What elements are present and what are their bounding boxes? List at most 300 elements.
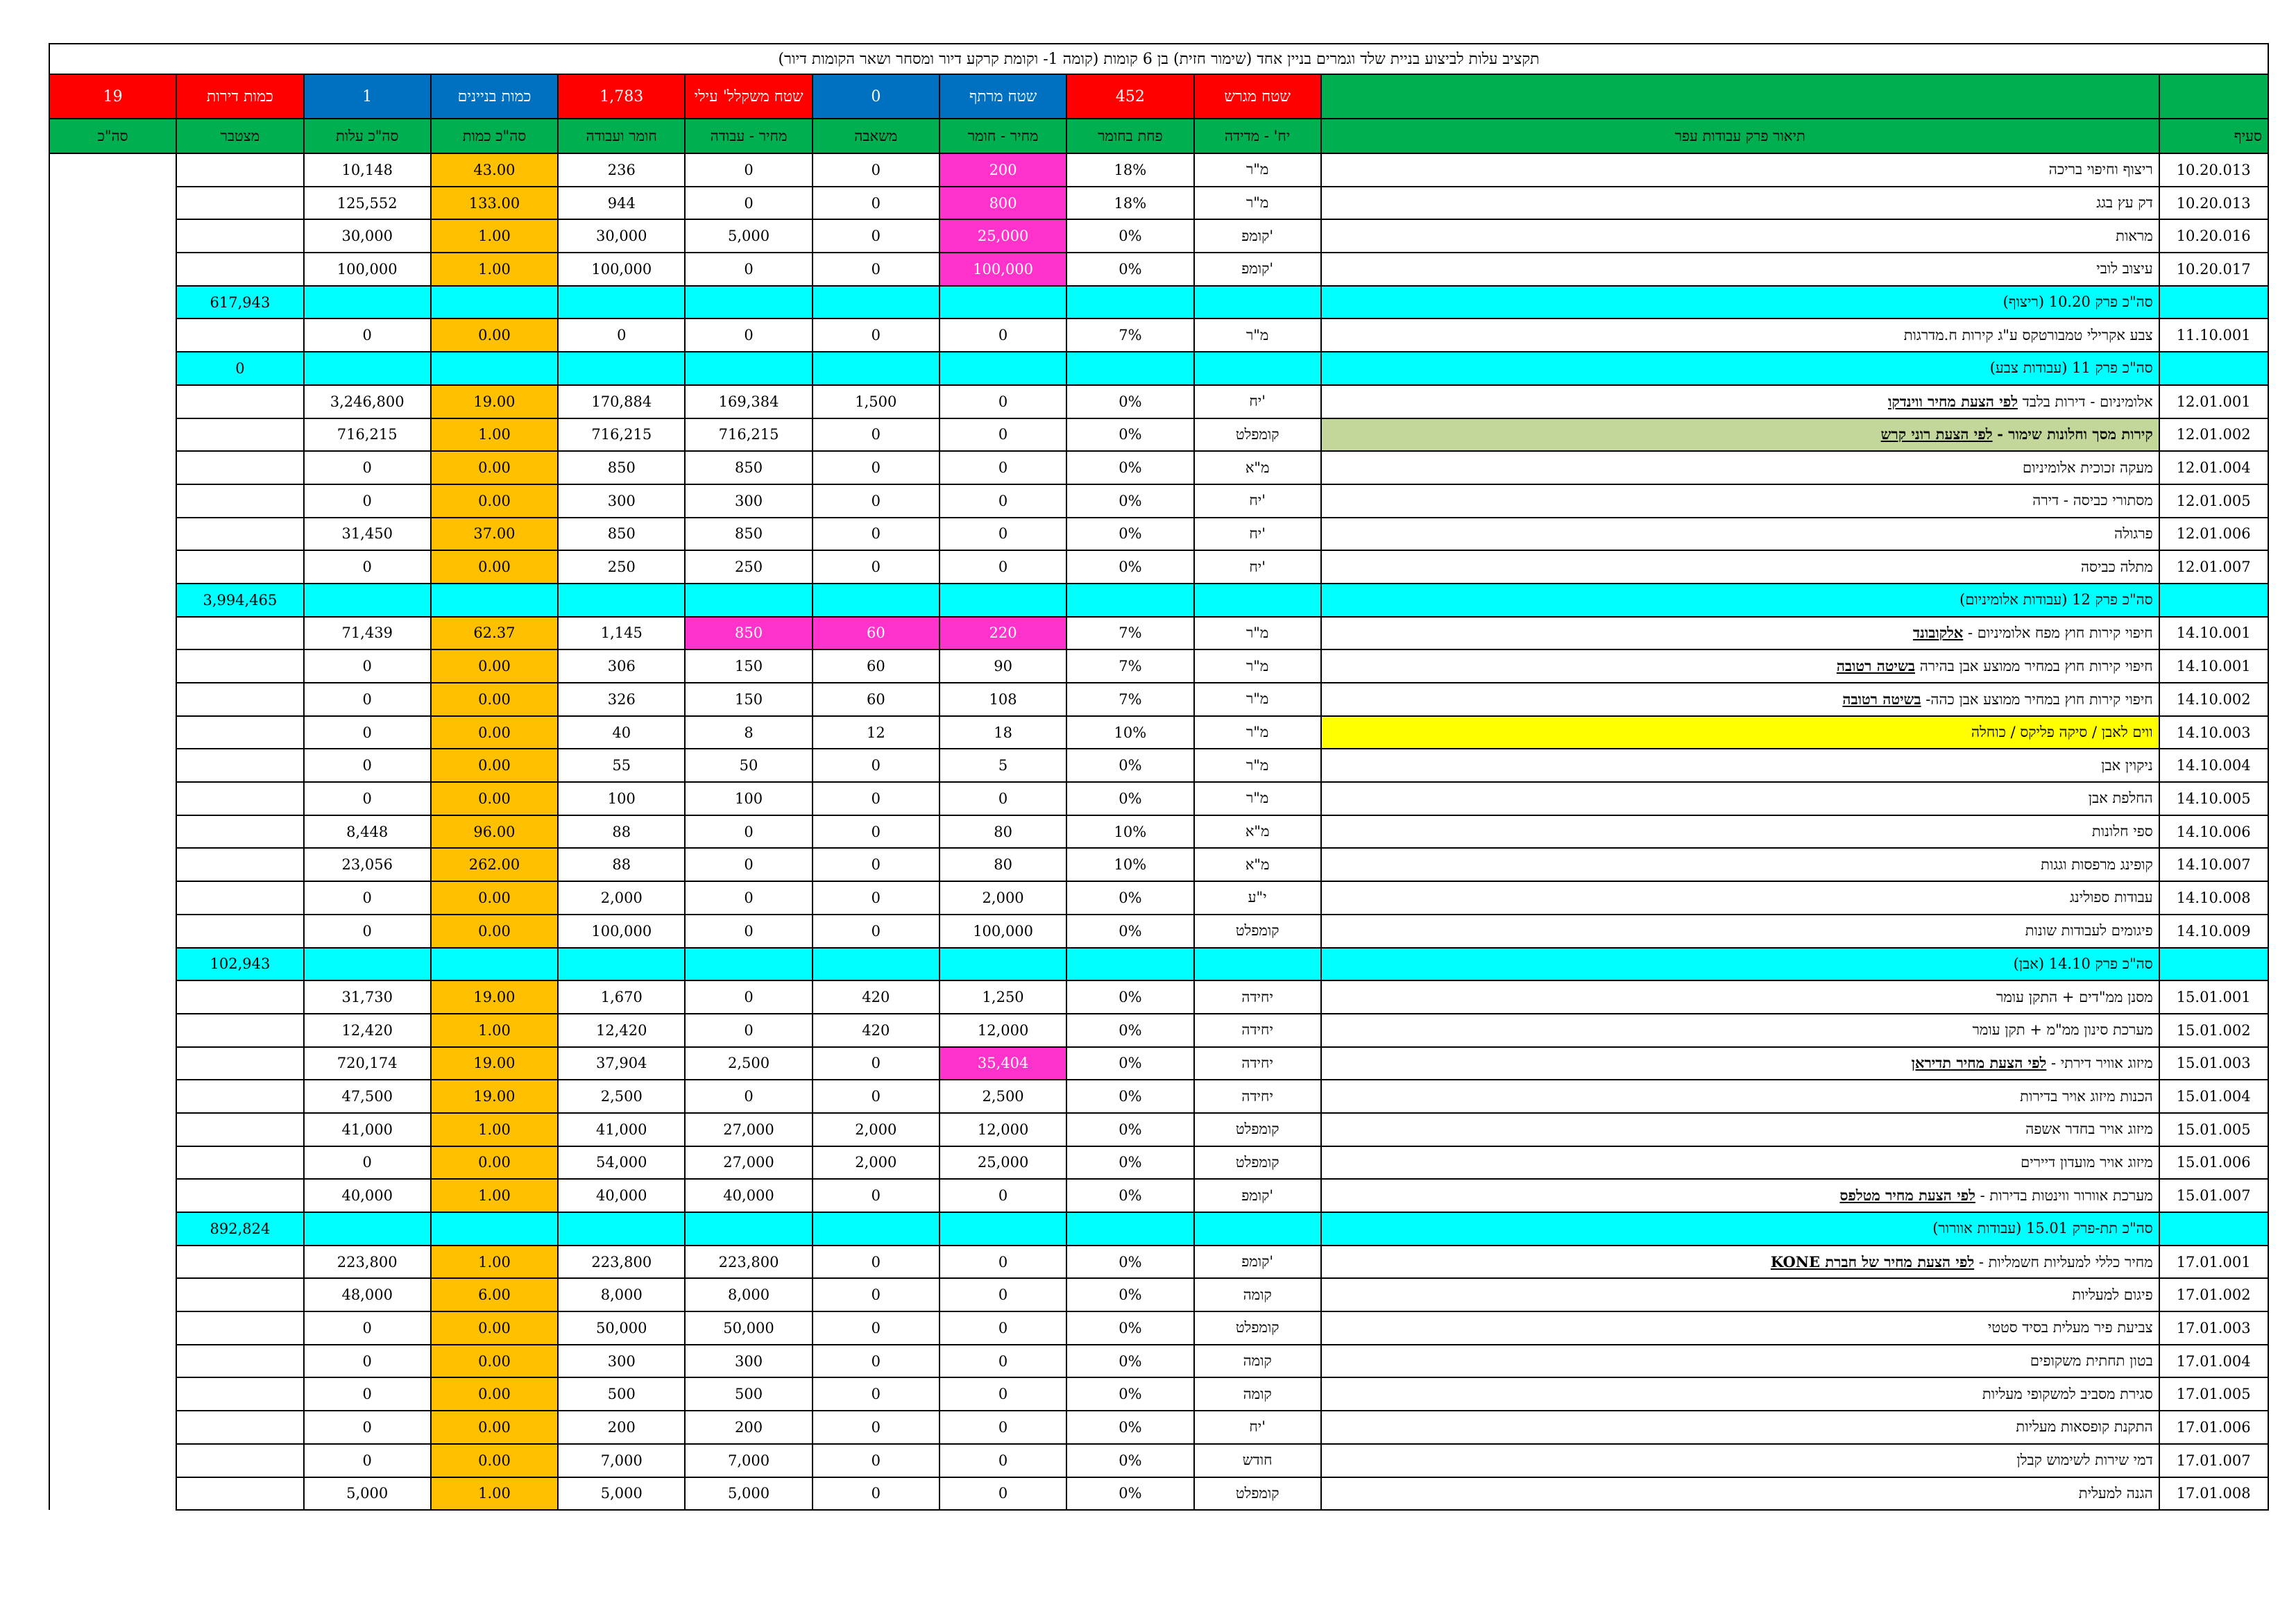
material-labor-cell: 100,000 [558, 915, 685, 948]
total-empty-cell [431, 948, 558, 981]
total-qty-cell: 19.00 [431, 1047, 558, 1080]
description-cell [1321, 915, 2159, 948]
unit-cell: קומפ' [1194, 1246, 1321, 1279]
material-labor-cell: 8,000 [558, 1278, 685, 1311]
cumulative-cell [176, 1113, 303, 1146]
price-labor-cell: 40,000 [685, 1179, 812, 1212]
waste-cell: 0% [1066, 418, 1193, 452]
material-labor-cell: 250 [558, 550, 685, 584]
total-spacer [49, 848, 176, 881]
material-labor-cell: 716,215 [558, 418, 685, 452]
total-empty-cell [558, 584, 685, 617]
total-spacer [49, 385, 176, 418]
section-total-code [2159, 584, 2268, 617]
cumulative-cell [176, 881, 303, 915]
price-material-cell: 0 [939, 518, 1066, 551]
description-cell [1321, 617, 2159, 650]
col-description: תיאור פרק עבודות עפר [1321, 119, 2159, 153]
price-material-cell: 2,000 [939, 881, 1066, 915]
col-section: סעיף [2159, 119, 2268, 153]
section-code-cell: 17.01.007 [2159, 1444, 2268, 1477]
unit-cell: מ"ר [1194, 153, 1321, 187]
description-cell [1321, 1278, 2159, 1311]
unit-cell: מ"ר [1194, 318, 1321, 352]
total-spacer [49, 749, 176, 782]
total-spacer [49, 1146, 176, 1180]
section-total-row [49, 584, 2268, 617]
material-labor-cell: 88 [558, 848, 685, 881]
waste-cell: 0% [1066, 1246, 1193, 1279]
description-cell [1321, 649, 2159, 683]
total-empty-cell [1194, 948, 1321, 981]
total-spacer [49, 1411, 176, 1444]
budget-item-row [49, 518, 2268, 551]
section-code-cell: 11.10.001 [2159, 318, 2268, 352]
cumulative-cell [176, 1377, 303, 1411]
budget-item-row [49, 1278, 2268, 1311]
waste-cell: 10% [1066, 716, 1193, 749]
unit-cell: מ"ר [1194, 782, 1321, 815]
section-code-cell: 15.01.004 [2159, 1080, 2268, 1113]
total-empty-cell [939, 352, 1066, 385]
unit-cell: יח' [1194, 385, 1321, 418]
total-cost-cell: 31,730 [304, 980, 431, 1014]
total-empty-cell [685, 948, 812, 981]
budget-item-row [49, 1179, 2268, 1212]
price-material-cell: 200 [939, 153, 1066, 187]
total-spacer [49, 484, 176, 518]
material-labor-cell: 850 [558, 451, 685, 484]
unit-cell: יחידה [1194, 980, 1321, 1014]
title-row [49, 44, 2268, 74]
price-labor-cell: 0 [685, 980, 812, 1014]
price-labor-cell: 0 [685, 1080, 812, 1113]
total-empty-cell [431, 286, 558, 319]
unit-cell: יח' [1194, 1411, 1321, 1444]
description-note: לפי הצעת מחיר תדיראן [1911, 1054, 2047, 1072]
resource-cell: 0 [813, 418, 939, 452]
section-code-cell: 17.01.005 [2159, 1377, 2268, 1411]
description-cell [1321, 187, 2159, 220]
material-labor-cell: 88 [558, 815, 685, 849]
resource-cell: 420 [813, 980, 939, 1014]
resource-cell: 2,000 [813, 1146, 939, 1180]
waste-cell: 7% [1066, 649, 1193, 683]
cumulative-cell [176, 1311, 303, 1345]
section-code-cell: 14.10.007 [2159, 848, 2268, 881]
material-labor-cell: 40,000 [558, 1179, 685, 1212]
price-labor-cell: 500 [685, 1377, 812, 1411]
budget-item-row [49, 187, 2268, 220]
description-text: קירות מסך וחלונות שימור - [1997, 425, 2153, 443]
unit-cell: יח' [1194, 484, 1321, 518]
description-note: בשיטה רטובה [1842, 690, 1921, 708]
description-cell [1321, 550, 2159, 584]
apartments-label: כמות דירות [176, 74, 303, 119]
price-material-cell: 90 [939, 649, 1066, 683]
price-material-cell: 12,000 [939, 1113, 1066, 1146]
total-empty-cell [939, 584, 1066, 617]
page-title: תקציב עלות לביצוע בניית שלד וגמרים בניין אחד (שימור חזית) בן 6 קומות (קומה 1- וקומת קרקע דיור ומסחר ושאר הקומות דיור) [49, 44, 2268, 74]
price-material-cell: 0 [939, 1179, 1066, 1212]
description-text: מיזוג אויר מועדון דיירים [2021, 1153, 2153, 1171]
unit-cell: מ"ר [1194, 716, 1321, 749]
total-qty-cell: 1.00 [431, 1246, 558, 1279]
price-material-cell: 0 [939, 782, 1066, 815]
resource-cell: 0 [813, 219, 939, 253]
total-qty-cell: 6.00 [431, 1278, 558, 1311]
total-qty-cell: 0.00 [431, 683, 558, 716]
budget-item-row [49, 1345, 2268, 1378]
total-qty-cell: 0.00 [431, 1311, 558, 1345]
total-cost-cell: 48,000 [304, 1278, 431, 1311]
total-spacer [49, 451, 176, 484]
section-code-cell: 15.01.007 [2159, 1179, 2268, 1212]
waste-cell: 0% [1066, 1444, 1193, 1477]
waste-cell: 0% [1066, 1311, 1193, 1345]
budget-item-row [49, 683, 2268, 716]
price-labor-cell: 200 [685, 1411, 812, 1444]
cumulative-cell [176, 187, 303, 220]
description-text: עבודות ספולינג [2069, 889, 2153, 906]
description-text: ווים לאבן / סיקה פליקס / כוחלה [1971, 724, 2153, 741]
section-code-cell: 14.10.001 [2159, 617, 2268, 650]
price-material-cell: 0 [939, 1477, 1066, 1511]
total-cost-cell: 0 [304, 716, 431, 749]
total-qty-cell: 0.00 [431, 749, 558, 782]
section-code-cell: 12.01.004 [2159, 451, 2268, 484]
total-cost-cell: 47,500 [304, 1080, 431, 1113]
resource-cell: 60 [813, 617, 939, 650]
total-cost-cell: 0 [304, 484, 431, 518]
price-labor-cell: 169,384 [685, 385, 812, 418]
total-cost-cell: 0 [304, 1444, 431, 1477]
total-empty-cell [685, 286, 812, 319]
price-material-cell: 18 [939, 716, 1066, 749]
total-empty-cell [1194, 584, 1321, 617]
description-cell [1321, 1345, 2159, 1378]
price-material-cell: 0 [939, 484, 1066, 518]
price-labor-cell: 0 [685, 1014, 812, 1047]
price-material-cell: 220 [939, 617, 1066, 650]
total-empty-cell [558, 948, 685, 981]
section-total-row [49, 352, 2268, 385]
description-text: מערכת סינון ממ"מ + תקן עומר [1972, 1021, 2153, 1039]
resource-cell: 0 [813, 484, 939, 518]
description-text: דמי שירות לשימוש קבלן [2016, 1452, 2153, 1469]
section-code-cell: 17.01.001 [2159, 1246, 2268, 1279]
price-labor-cell: 0 [685, 253, 812, 286]
total-empty-cell [304, 1212, 431, 1246]
section-code-cell: 10.20.016 [2159, 219, 2268, 253]
cumulative-cell [176, 484, 303, 518]
resource-cell: 0 [813, 915, 939, 948]
column-header-row [49, 119, 2268, 153]
price-material-cell: 80 [939, 815, 1066, 849]
unit-cell: י"ע [1194, 881, 1321, 915]
price-labor-cell: 0 [685, 881, 812, 915]
total-empty-cell [1194, 352, 1321, 385]
cumulative-cell [176, 980, 303, 1014]
waste-cell: 0% [1066, 1179, 1193, 1212]
total-empty-cell [1194, 286, 1321, 319]
total-qty-cell: 0.00 [431, 881, 558, 915]
section-code-cell: 12.01.005 [2159, 484, 2268, 518]
cumulative-cell [176, 219, 303, 253]
waste-cell: 18% [1066, 187, 1193, 220]
description-text: הכנות מיזוג אויר בדירות [2020, 1087, 2153, 1105]
total-qty-cell: 0.00 [431, 1345, 558, 1378]
description-cell [1321, 716, 2159, 749]
budget-item-row [49, 1311, 2268, 1345]
budget-item-row [49, 716, 2268, 749]
resource-cell: 12 [813, 716, 939, 749]
total-qty-cell: 0.00 [431, 782, 558, 815]
description-text: מיזוג אויר בחדר אשפה [2025, 1121, 2153, 1138]
resource-cell: 60 [813, 683, 939, 716]
total-empty-cell [304, 584, 431, 617]
total-empty-cell [1066, 948, 1193, 981]
total-cost-cell: 71,439 [304, 617, 431, 650]
cumulative-cell [176, 915, 303, 948]
budget-table [49, 43, 2269, 1511]
total-cost-cell: 0 [304, 1146, 431, 1180]
total-cost-cell: 31,450 [304, 518, 431, 551]
budget-item-row [49, 253, 2268, 286]
total-empty-cell [431, 1212, 558, 1246]
total-cost-cell: 720,174 [304, 1047, 431, 1080]
unit-cell: מ"ר [1194, 649, 1321, 683]
cumulative-sum: 3,994,465 [176, 584, 303, 617]
description-text: אלומיניום - דירות בלבד [2022, 393, 2153, 410]
price-material-cell: 80 [939, 848, 1066, 881]
total-empty-cell [558, 352, 685, 385]
budget-item-row [49, 1047, 2268, 1080]
price-labor-cell: 850 [685, 617, 812, 650]
cumulative-cell [176, 683, 303, 716]
total-qty-cell: 133.00 [431, 187, 558, 220]
price-material-cell: 0 [939, 1246, 1066, 1279]
unit-cell: יח' [1194, 518, 1321, 551]
cumulative-cell [176, 1080, 303, 1113]
weighted-area-label: שטח משקלל' עילי [685, 74, 812, 119]
total-spacer [49, 915, 176, 948]
total-empty-cell [685, 584, 812, 617]
total-cost-cell: 0 [304, 318, 431, 352]
material-labor-cell: 306 [558, 649, 685, 683]
total-qty-cell: 0.00 [431, 451, 558, 484]
total-spacer [49, 1212, 176, 1246]
section-code-cell: 12.01.007 [2159, 550, 2268, 584]
total-cost-cell: 0 [304, 1377, 431, 1411]
unit-cell: יחידה [1194, 1014, 1321, 1047]
material-labor-cell: 54,000 [558, 1146, 685, 1180]
section-total-label: סה"כ פרק 10.20 (ריצוף) [1321, 286, 2159, 319]
apartments-value: 19 [49, 74, 176, 119]
price-labor-cell: 8,000 [685, 1278, 812, 1311]
waste-cell: 0% [1066, 1146, 1193, 1180]
price-material-cell: 0 [939, 451, 1066, 484]
total-spacer [49, 253, 176, 286]
total-spacer [49, 881, 176, 915]
budget-item-row [49, 1080, 2268, 1113]
unit-cell: מ"ר [1194, 749, 1321, 782]
description-text: סגירת מסביב למשקופי מעליות [1982, 1385, 2153, 1402]
total-spacer [49, 1047, 176, 1080]
total-qty-cell: 0.00 [431, 1146, 558, 1180]
total-cost-cell: 0 [304, 550, 431, 584]
total-empty-cell [813, 286, 939, 319]
section-code-cell: 17.01.003 [2159, 1311, 2268, 1345]
total-cost-cell: 5,000 [304, 1477, 431, 1511]
price-labor-cell: 223,800 [685, 1246, 812, 1279]
resource-cell: 0 [813, 1047, 939, 1080]
total-spacer [49, 683, 176, 716]
description-note: לפי הצעת מחיר מטלפס [1839, 1187, 1975, 1205]
section-code-cell: 17.01.002 [2159, 1278, 2268, 1311]
description-cell [1321, 219, 2159, 253]
plot-area-value: 452 [1066, 74, 1193, 119]
resource-cell: 0 [813, 318, 939, 352]
price-labor-cell: 0 [685, 815, 812, 849]
section-code-cell: 12.01.001 [2159, 385, 2268, 418]
description-cell [1321, 815, 2159, 849]
total-qty-cell: 1.00 [431, 1014, 558, 1047]
total-spacer [49, 1477, 176, 1511]
waste-cell: 0% [1066, 451, 1193, 484]
description-text: ניקוין אבן [2101, 756, 2153, 774]
total-empty-cell [1066, 286, 1193, 319]
waste-cell: 7% [1066, 683, 1193, 716]
section-total-row [49, 286, 2268, 319]
price-material-cell: 5 [939, 749, 1066, 782]
description-cell [1321, 881, 2159, 915]
plot-area-label: שטח מגרש [1194, 74, 1321, 119]
col-price-material: מחיר - חומר [939, 119, 1066, 153]
budget-item-row [49, 1377, 2268, 1411]
resource-cell: 0 [813, 153, 939, 187]
total-cost-cell: 100,000 [304, 253, 431, 286]
total-spacer [49, 649, 176, 683]
resource-cell: 0 [813, 253, 939, 286]
waste-cell: 7% [1066, 617, 1193, 650]
total-empty-cell [558, 1212, 685, 1246]
description-cell [1321, 518, 2159, 551]
section-total-code [2159, 352, 2268, 385]
resource-cell: 0 [813, 1311, 939, 1345]
unit-cell: קומה [1194, 1278, 1321, 1311]
description-cell [1321, 1113, 2159, 1146]
description-text: הגנה למעלית [2078, 1484, 2153, 1502]
material-labor-cell: 944 [558, 187, 685, 220]
cumulative-cell [176, 418, 303, 452]
waste-cell: 0% [1066, 518, 1193, 551]
price-labor-cell: 0 [685, 187, 812, 220]
section-code-cell: 14.10.002 [2159, 683, 2268, 716]
price-material-cell: 0 [939, 318, 1066, 352]
price-labor-cell: 0 [685, 153, 812, 187]
description-text: החלפת אבן [2088, 790, 2153, 807]
description-cell [1321, 1179, 2159, 1212]
price-material-cell: 0 [939, 418, 1066, 452]
total-qty-cell: 37.00 [431, 518, 558, 551]
total-spacer [49, 518, 176, 551]
resource-cell: 0 [813, 881, 939, 915]
price-labor-cell: 850 [685, 451, 812, 484]
cumulative-cell [176, 1411, 303, 1444]
price-labor-cell: 0 [685, 848, 812, 881]
total-cost-cell: 0 [304, 1311, 431, 1345]
description-cell [1321, 1411, 2159, 1444]
waste-cell: 10% [1066, 848, 1193, 881]
resource-cell: 60 [813, 649, 939, 683]
total-spacer [49, 980, 176, 1014]
total-cost-cell: 0 [304, 683, 431, 716]
description-text: חיפוי קירות חוץ במחיר ממוצע אבן כהה- [1925, 690, 2153, 708]
resource-cell: 0 [813, 1444, 939, 1477]
description-text: מתלה כביסה [2080, 558, 2153, 575]
total-cost-cell: 0 [304, 749, 431, 782]
unit-cell: מ"א [1194, 815, 1321, 849]
section-code-cell: 10.20.013 [2159, 153, 2268, 187]
total-spacer [49, 219, 176, 253]
material-labor-cell: 500 [558, 1377, 685, 1411]
section-code-cell: 14.10.008 [2159, 881, 2268, 915]
description-text: ספי חלונות [2091, 823, 2153, 840]
total-empty-cell [431, 584, 558, 617]
budget-item-row [49, 749, 2268, 782]
section-code-cell: 10.20.013 [2159, 187, 2268, 220]
resource-cell: 0 [813, 518, 939, 551]
price-material-cell: 2,500 [939, 1080, 1066, 1113]
total-cost-cell: 8,448 [304, 815, 431, 849]
cumulative-cell [176, 1014, 303, 1047]
material-labor-cell: 2,000 [558, 881, 685, 915]
cumulative-sum: 102,943 [176, 948, 303, 981]
unit-cell: קומפלט [1194, 1311, 1321, 1345]
total-qty-cell: 43.00 [431, 153, 558, 187]
total-empty-cell [304, 948, 431, 981]
description-text: מסתורי כביסה - דירה [2032, 492, 2153, 509]
price-labor-cell: 300 [685, 484, 812, 518]
price-material-cell: 0 [939, 1444, 1066, 1477]
cumulative-cell [176, 815, 303, 849]
total-qty-cell: 1.00 [431, 219, 558, 253]
total-empty-cell [558, 286, 685, 319]
unit-cell: קומפלט [1194, 418, 1321, 452]
material-labor-cell: 50,000 [558, 1311, 685, 1345]
waste-cell: 0% [1066, 484, 1193, 518]
total-empty-cell [685, 352, 812, 385]
unit-cell: קומפלט [1194, 915, 1321, 948]
description-text: פיגום למעליות [2072, 1286, 2153, 1303]
cumulative-cell [176, 1444, 303, 1477]
description-cell [1321, 1444, 2159, 1477]
waste-cell: 0% [1066, 1345, 1193, 1378]
material-labor-cell: 40 [558, 716, 685, 749]
total-qty-cell: 0.00 [431, 649, 558, 683]
cumulative-cell [176, 617, 303, 650]
resource-cell: 0 [813, 782, 939, 815]
cumulative-cell [176, 749, 303, 782]
total-qty-cell: 0.00 [431, 716, 558, 749]
basement-area-label: שטח מרתף [939, 74, 1066, 119]
total-qty-cell: 1.00 [431, 1113, 558, 1146]
cumulative-cell [176, 385, 303, 418]
material-labor-cell: 1,145 [558, 617, 685, 650]
resource-cell: 0 [813, 451, 939, 484]
description-cell [1321, 451, 2159, 484]
